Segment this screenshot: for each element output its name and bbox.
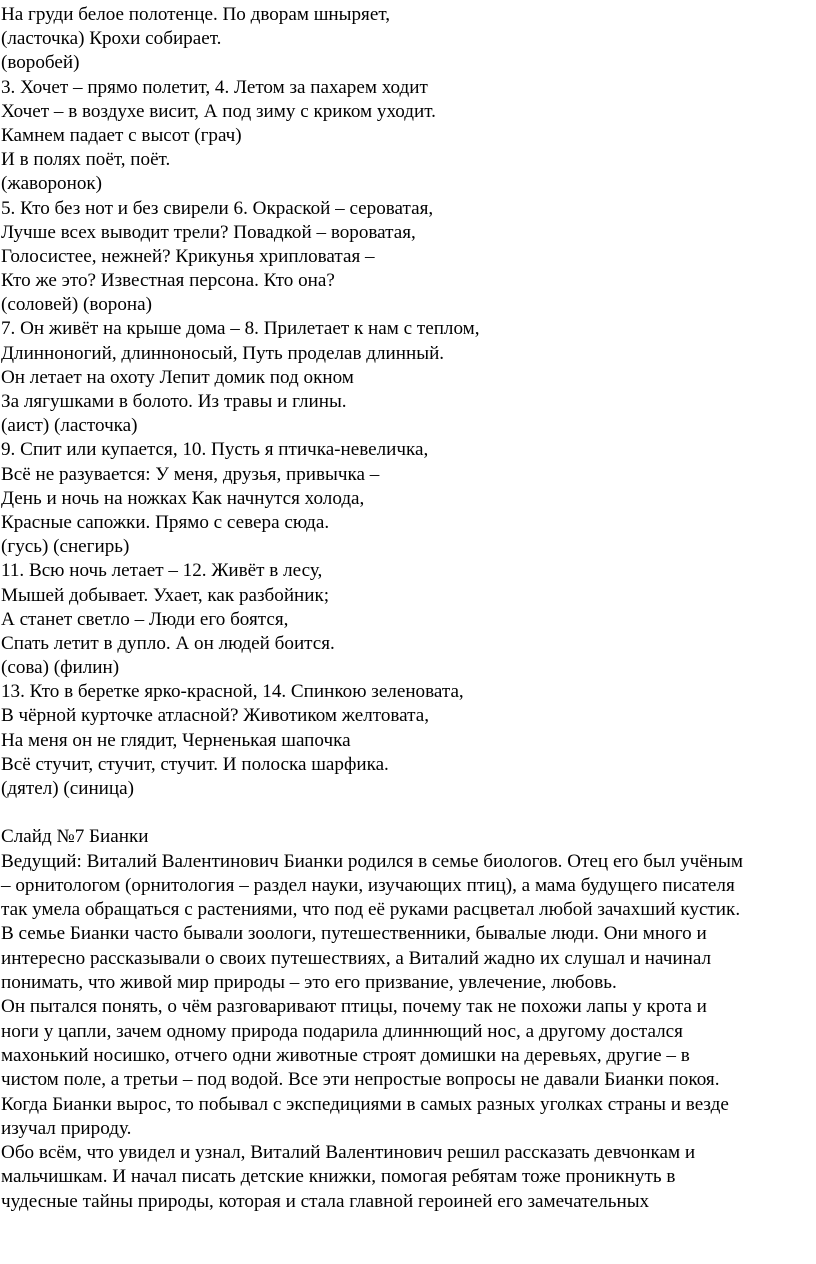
riddle-line: (аист) (ласточка) bbox=[1, 415, 138, 437]
paragraph-line: ноги у цапли, зачем одному природа подарила длиннющий нос, а другому достался bbox=[1, 1020, 683, 1042]
blank-line bbox=[1, 801, 816, 825]
riddle-line: Всё не разувается: У меня, друзья, привычка – bbox=[1, 463, 380, 485]
paragraph-questions bbox=[1, 995, 815, 1092]
riddle-line: Хочет – в воздухе висит, А под зиму с криком уходит. bbox=[1, 100, 436, 122]
paragraph-line: Обо всём, что увидел и узнал, Виталий Валентинович решил рассказать девчонкам и bbox=[1, 1142, 696, 1164]
paragraph-line: В семье Бианки часто бывали зоологи, путешественники, бывалые люди. Они много и bbox=[1, 923, 707, 945]
paragraph-line: Он пытался понять, о чём разговаривают птицы, почему так не похожи лапы у крота и bbox=[1, 996, 707, 1018]
riddle-line: 9. Спит или купается, 10. Пусть я птичка-невеличка, bbox=[1, 439, 429, 461]
paragraph-line: интересно рассказывали о своих путешествиях, а Виталий жадно их слушал и начинал bbox=[1, 947, 712, 969]
riddle-line: На груди белое полотенце. По дворам шныряет, bbox=[1, 4, 391, 25]
riddle-line: Лучше всех выводит трели? Повадкой – вороватая, bbox=[1, 221, 416, 243]
paragraph-line: понимать, что живой мир природы – это его призвание, увлечение, любовь. bbox=[1, 972, 617, 994]
riddle-line: 11. Всю ночь летает – 12. Живёт в лесу, bbox=[1, 560, 323, 582]
paragraph-line: чудесные тайны природы, которая и стала главной героиней его замечательных bbox=[1, 1190, 650, 1212]
riddle-line: 3. Хочет – прямо полетит, 4. Летом за пахарем ходит bbox=[1, 76, 428, 98]
riddle-line: Камнем падает с высот (грач) bbox=[1, 124, 242, 146]
paragraph-bianki-intro bbox=[1, 850, 815, 996]
riddle-line: (дятел) (синица) bbox=[1, 778, 134, 799]
riddle-line: (жаворонок) bbox=[1, 173, 103, 195]
riddle-line: Голосистее, нежней? Крикунья хрипловатая – bbox=[1, 245, 375, 267]
riddle-line: Спать летит в дупло. А он людей боится. bbox=[1, 632, 335, 654]
riddle-line: И в полях поёт, поёт. bbox=[1, 149, 171, 171]
slide-heading: Слайд №7 Бианки bbox=[1, 826, 149, 848]
riddle-line: Всё стучит, стучит, стучит. И полоска шарфика. bbox=[1, 753, 389, 775]
riddle-line: 5. Кто без нот и без свирели 6. Окраской – сероватая, bbox=[1, 197, 434, 219]
paragraph-books bbox=[1, 1141, 815, 1214]
riddle-line: Кто же это? Известная персона. Кто она? bbox=[1, 270, 335, 292]
riddle-line: Красные сапожки. Прямо с севера сюда. bbox=[1, 511, 330, 533]
paragraph-line: чистом поле, а третьи – под водой. Все эти непростые вопросы не давали Бианки покоя. bbox=[1, 1069, 720, 1091]
paragraph-line: изучал природу. bbox=[1, 1117, 132, 1139]
riddle-line: Он летает на охоту Лепит домик под окном bbox=[1, 366, 354, 388]
riddle-line: На меня он не глядит, Черненькая шапочка bbox=[1, 729, 351, 751]
riddle-line: В чёрной курточке атласной? Животиком желтовата, bbox=[1, 705, 430, 727]
riddle-line: (гусь) (снегирь) bbox=[1, 536, 130, 558]
paragraph-line: Ведущий: Виталий Валентинович Бианки родился в семье биологов. Отец его был учёным bbox=[1, 850, 744, 872]
paragraph-line: мальчишкам. И начал писать детские книжки, помогая ребятам тоже проникнуть в bbox=[1, 1166, 676, 1188]
riddle-line: День и ночь на ножках Как начнутся холода, bbox=[1, 487, 365, 509]
riddle-line: Мышей добывает. Ухает, как разбойник; bbox=[1, 584, 330, 606]
riddle-line: (воробей) bbox=[1, 52, 80, 74]
paragraph-expeditions bbox=[1, 1093, 815, 1142]
riddle-line: А станет светло – Люди его боятся, bbox=[1, 608, 289, 630]
riddle-line: (сова) (филин) bbox=[1, 657, 120, 679]
paragraph-line: Когда Бианки вырос, то побывал с экспедициями в самых разных уголках страны и везде bbox=[1, 1093, 729, 1115]
riddle-line: 13. Кто в беретке ярко-красной, 14. Спинкою зеленовата, bbox=[1, 681, 464, 703]
paragraph-line: махонький носишко, отчего одни животные строят домишки на деревьях, другие – в bbox=[1, 1044, 690, 1066]
paragraph-line: так умела обращаться с растениями, что под её руками расцветал любой зачахший кустик. bbox=[1, 899, 741, 921]
riddle-line: Длинноногий, длинноносый, Путь проделав длинный. bbox=[1, 342, 445, 364]
paragraph-line: – орнитологом (орнитология – раздел науки, изучающих птиц), а мама будущего писателя bbox=[1, 874, 735, 896]
riddle-line: (ласточка) Крохи собирает. bbox=[1, 28, 222, 50]
riddle-line: (соловей) (ворона) bbox=[1, 294, 152, 316]
riddle-line: 7. Он живёт на крыше дома – 8. Прилетает к нам с теплом, bbox=[1, 318, 480, 340]
riddle-line: За лягушками в болото. Из травы и глины. bbox=[1, 391, 347, 412]
riddles-section bbox=[1, 3, 816, 801]
